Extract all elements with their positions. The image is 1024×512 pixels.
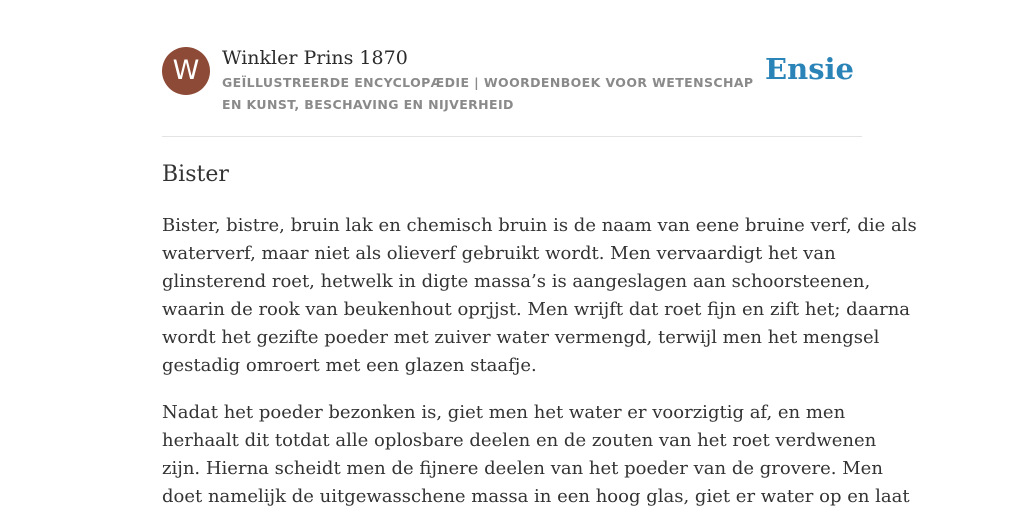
source-title[interactable]: Winkler Prins 1870 <box>222 47 408 69</box>
text-line: gestadig omroert met een glazen staafje. <box>162 355 537 376</box>
text-line: Nadat het poeder bezonken is, giet men het water er voorzigtig af, en men <box>162 402 846 423</box>
entry-body <box>162 212 917 512</box>
text-line: wordt het gezifte poeder met zuiver water vermengd, terwijl men het mengsel <box>162 327 880 348</box>
text-line: Bister, bistre, bruin lak en chemisch bruin is de naam van eene bruine verf, die als <box>162 215 917 236</box>
source-subtitle: GEÏLLUSTREERDE ENCYCLOPÆDIE | WOORDENBOEK VOOR WETENSCHAP EN KUNST, BESCHAVING EN NIJVERHEID <box>222 75 754 112</box>
text-line: herhaalt dit totdat alle oplosbare deelen en de zouten van het roet verdwenen <box>162 430 877 451</box>
ensie-logo[interactable]: Ensie <box>765 52 854 86</box>
entry-title: Bister <box>162 162 229 187</box>
entry-header <box>162 44 862 137</box>
source-avatar[interactable]: W <box>162 47 210 95</box>
text-line: glinsterend roet, hetwelk in digte massa’s is aangeslagen aan schoorsteenen, <box>162 271 871 292</box>
text-line: waterverf, maar niet als olieverf gebruikt wordt. Men vervaardigt het van <box>162 243 836 264</box>
text-line: zijn. Hierna scheidt men de fijnere deelen van het poeder van de grovere. Men <box>162 458 883 479</box>
text-line: waarin de rook van beukenhout oprjjst. Men wrijft dat roet fijn en zift het; daarna <box>162 299 911 320</box>
paragraph <box>162 399 910 511</box>
text-line: doet namelijk de uitgewasschene massa in een hoog glas, giet er water op en laat <box>162 486 910 507</box>
paragraph <box>162 212 917 380</box>
